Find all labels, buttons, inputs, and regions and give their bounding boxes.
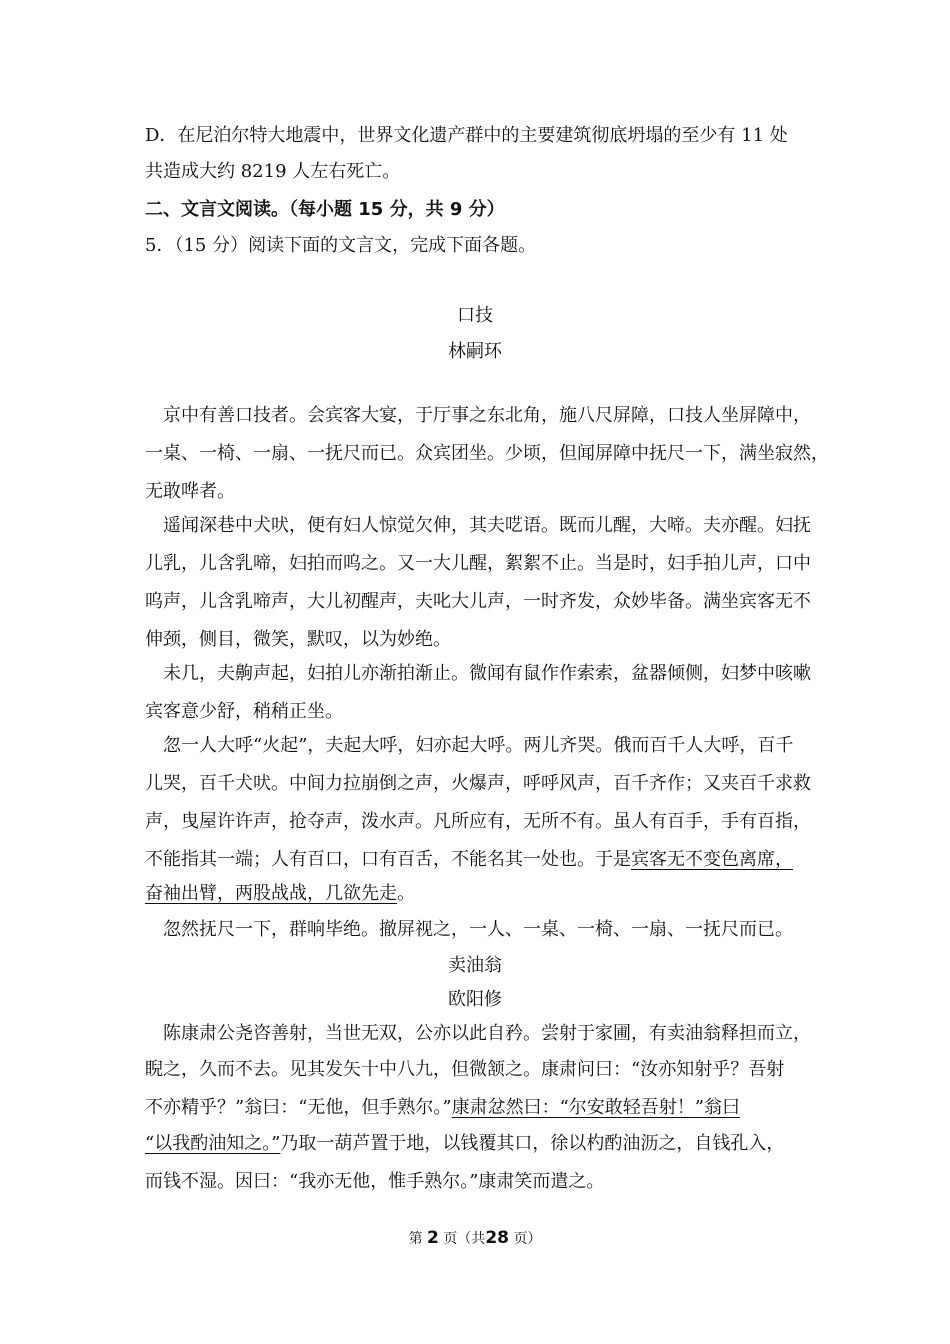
section-heading: 二、文言文阅读。（每小题 15 分，共 9 分） <box>145 199 505 220</box>
page-number: 2 <box>427 1228 439 1248</box>
text1-line: 遥闻深巷中犬吠，便有妇人惊觉欠伸，其夫呓语。既而儿醒，大啼。夫亦醒。妇抚 <box>145 515 811 536</box>
text1-line: 一桌、一椅、一扇、一抚尺而已。众宾团坐。少顷，但闻屏障中抚尺一下，满坐寂然， <box>145 443 829 464</box>
text1-line: 伸颈，侧目，微笑，默叹，以为妙绝。 <box>145 629 451 650</box>
text1-line: 京中有善口技者。会宾客大宴，于厅事之东北角，施八尺屏障，口技人坐屏障中， <box>145 405 811 426</box>
text2-line-underlined-1 <box>145 1096 740 1120</box>
option-d-line-2: 共造成大约 8219 人左右死亡。 <box>145 161 401 182</box>
text1-line-plain: 。 <box>397 883 415 904</box>
text1-line: 儿哭，百千犬吠。中间力拉崩倒之声，火爆声，呼呼风声，百千齐作；又夹百千求救 <box>145 773 811 794</box>
text2-line-underlined-2 <box>145 1132 784 1156</box>
text1-line: 宾客意少舒，稍稍正坐。 <box>145 701 343 722</box>
text1-line: 儿乳，儿含乳啼，妇拍而呜之。又一大儿醒，絮絮不止。当是时，妇手拍儿声，口中 <box>145 553 811 574</box>
text2-line-plain: 乃取一葫芦置于地，以钱覆其口，徐以杓酌油沥之，自钱孔入， <box>280 1133 785 1154</box>
text2-line: 而钱不湿。因曰：“我亦无他，惟手熟尔。”康肃笑而遣之。 <box>145 1171 605 1192</box>
text1-line-underlined-2 <box>145 882 415 906</box>
text1-line: 无敢哗者。 <box>145 481 235 502</box>
text2-author: 欧阳修 <box>448 989 502 1010</box>
text2-line-plain: 不亦精乎？”翁曰：“无他，但手熟尔。” <box>145 1097 452 1118</box>
underlined-sentence: 康肃忿然曰：“尔安敢轻吾射！”翁曰 <box>451 1097 741 1118</box>
text1-line: 未几，夫齁声起，妇拍儿亦渐拍渐止。微闻有鼠作作索索，盆器倾侧，妇梦中咳嗽 <box>145 663 811 684</box>
footer-suffix: 页） <box>513 1231 542 1247</box>
text2-line: 陈康肃公尧咨善射，当世无双，公亦以此自矜。尝射于家圃，有卖油翁释担而立， <box>145 1023 811 1044</box>
option-d-line-1: D．在尼泊尔特大地震中，世界文化遗产群中的主要建筑彻底坍塌的至少有 11 处 <box>145 125 788 146</box>
text1-author: 林嗣环 <box>448 341 502 362</box>
footer-middle: 页（共 <box>443 1231 486 1247</box>
question-5: 5．（15 分）阅读下面的文言文，完成下面各题。 <box>145 235 537 256</box>
underlined-sentence: 奋袖出臂，两股战战，几欲先走 <box>145 883 397 904</box>
text2-line: 睨之，久而不去。见其发矢十中八九，但微颔之。康肃问曰：“汝亦知射乎？吾射 <box>145 1059 785 1080</box>
text1-line: 声，曳屋许许声，抢夺声，泼水声。凡所应有，无所不有。虽人有百手，手有百指， <box>145 811 811 832</box>
text1-line-plain: 不能指其一端；人有百口，口有百舌，不能名其一处也。于是 <box>145 849 631 870</box>
text1-line: 忽一人大呼“火起”，夫起大呼，妇亦起大呼。两儿齐哭。俄而百千人大呼，百千 <box>145 735 794 756</box>
total-pages: 28 <box>485 1228 509 1248</box>
text2-title: 卖油翁 <box>448 955 502 976</box>
footer-prefix: 第 <box>408 1231 423 1247</box>
text1-line: 呜声，儿含乳啼声，大儿初醒声，夫叱大儿声，一时齐发，众妙毕备。满坐宾客无不 <box>145 591 811 612</box>
underlined-sentence: “以我酌油知之。” <box>145 1133 281 1154</box>
text1-title: 口技 <box>457 305 493 326</box>
text1-line-underlined-1 <box>145 848 793 872</box>
text1-last-line: 忽然抚尺一下，群响毕绝。撤屏视之，一人、一桌、一椅、一扇、一抚尺而已。 <box>145 919 793 940</box>
page-footer <box>0 1228 950 1249</box>
underlined-sentence: 宾客无不变色离席， <box>631 849 793 870</box>
